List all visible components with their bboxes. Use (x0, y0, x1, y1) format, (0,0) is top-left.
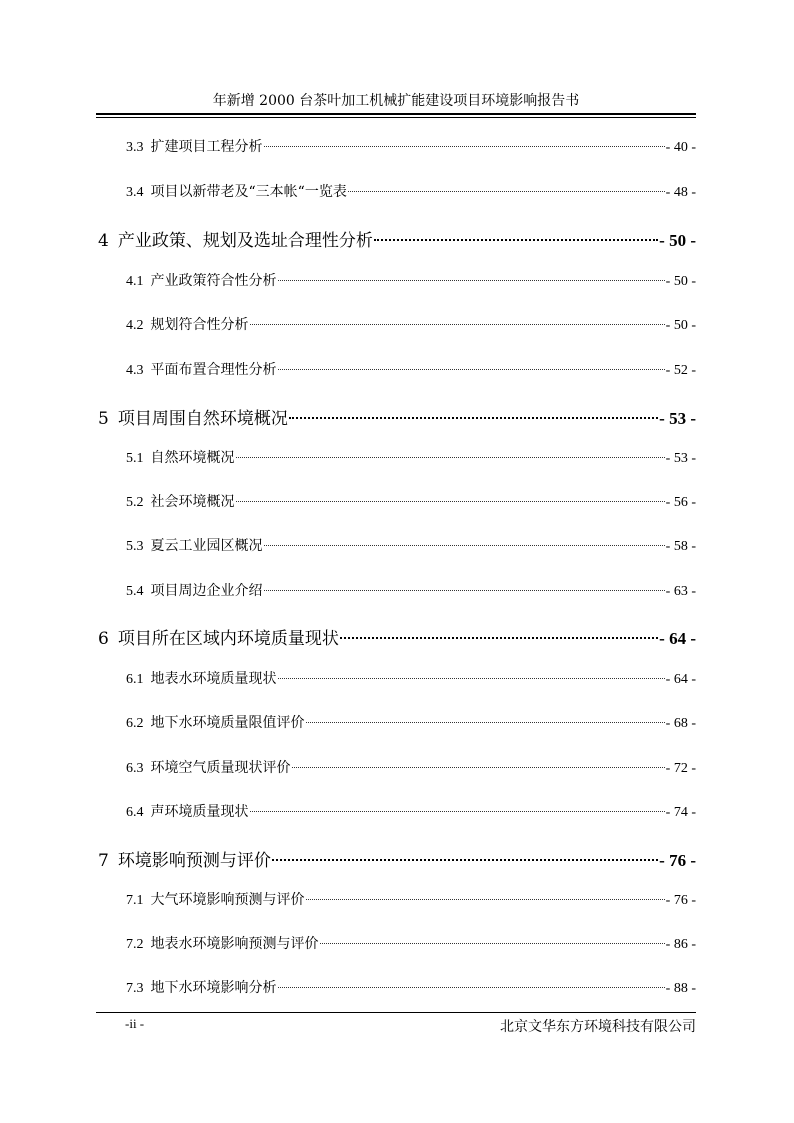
toc-dot-leader (236, 457, 665, 458)
toc-entry-title: 声环境质量现状 (150, 804, 249, 820)
toc-dot-leader (348, 191, 665, 192)
toc-entry-title: 地表水环境质量现状 (150, 671, 277, 687)
toc-entry-number: 3.4 (126, 185, 144, 200)
toc-entry-title: 产业政策符合性分析 (150, 273, 277, 289)
toc-entry-number: 6.1 (126, 672, 144, 687)
toc-section-entry[interactable] (96, 447, 696, 467)
toc-section-entry[interactable] (96, 712, 696, 732)
toc-section-entry[interactable] (96, 270, 696, 290)
toc-entry-number: 4 (98, 231, 109, 251)
toc-entry-page: - 40 - (665, 140, 696, 155)
toc-entry-page: - 64 - (665, 672, 696, 687)
toc-section-entry[interactable] (96, 801, 696, 821)
toc-entry-number: 5 (98, 409, 109, 429)
toc-section-entry[interactable] (96, 181, 696, 201)
toc-entry-page: - 72 - (665, 761, 696, 776)
toc-dot-leader (278, 987, 665, 988)
toc-entry-page: - 64 - (659, 629, 696, 648)
toc-entry-number: 7.3 (126, 981, 144, 996)
toc-section-entry[interactable] (96, 359, 696, 379)
toc-entry-page: - 86 - (665, 937, 696, 952)
toc-entry-page: - 50 - (659, 231, 696, 250)
toc-entry-number: 5.1 (126, 451, 144, 466)
toc-dot-leader (320, 943, 665, 944)
toc-entry-number: 6.2 (126, 716, 144, 731)
toc-entry-title: 自然环境概况 (150, 450, 235, 466)
toc-dot-leader (306, 899, 665, 900)
toc-entry-number: 5.4 (126, 584, 144, 599)
toc-entry-number: 6 (98, 629, 109, 649)
toc-entry-page: - 88 - (665, 981, 696, 996)
toc-entry-number: 4.2 (126, 318, 144, 333)
toc-dot-leader (374, 239, 658, 241)
toc-entry-title: 扩建项目工程分析 (150, 139, 263, 155)
toc-entry-page: - 50 - (665, 318, 696, 333)
toc-entry-title: 环境影响预测与评价 (117, 851, 271, 871)
footer-company: 北京文华东方环境科技有限公司 (500, 1019, 696, 1035)
header-divider (96, 113, 696, 115)
toc-section-entry[interactable] (96, 314, 696, 334)
toc-entry-number: 7 (98, 851, 109, 871)
toc-section-entry[interactable] (96, 757, 696, 777)
toc-chapter-entry[interactable] (96, 404, 696, 429)
toc-dot-leader (272, 859, 658, 861)
header-divider-thin (96, 117, 696, 118)
toc-entry-page: - 74 - (665, 805, 696, 820)
toc-entry-title: 地下水环境质量限值评价 (150, 715, 305, 731)
toc-entry-page: - 56 - (665, 495, 696, 510)
footer-divider (96, 1012, 696, 1013)
toc-entry-page: - 53 - (665, 451, 696, 466)
toc-dot-leader (264, 146, 665, 147)
toc-entry-title: 项目所在区域内环境质量现状 (117, 629, 339, 649)
toc-entry-title: 地下水环境影响分析 (150, 980, 277, 996)
toc-entry-title: 夏云工业园区概况 (150, 538, 263, 554)
toc-entry-title: 平面布置合理性分析 (150, 362, 277, 378)
toc-chapter-entry[interactable] (96, 226, 696, 251)
toc-entry-number: 7.2 (126, 937, 144, 952)
toc-entry-number: 6.3 (126, 761, 144, 776)
toc-entry-page: - 58 - (665, 539, 696, 554)
toc-entry-page: - 76 - (659, 851, 696, 870)
toc-entry-number: 6.4 (126, 805, 144, 820)
toc-dot-leader (250, 324, 665, 325)
toc-section-entry[interactable] (96, 580, 696, 600)
toc-entry-title: 项目周围自然环境概况 (117, 409, 288, 429)
toc-section-entry[interactable] (96, 889, 696, 909)
toc-entry-page: - 48 - (665, 185, 696, 200)
toc-entry-title: 社会环境概况 (150, 494, 235, 510)
toc-section-entry[interactable] (96, 491, 696, 511)
toc-entry-page: - 76 - (665, 893, 696, 908)
toc-entry-page: - 50 - (665, 274, 696, 289)
toc-entry-page: - 53 - (659, 409, 696, 428)
toc-chapter-entry[interactable] (96, 624, 696, 649)
toc-entry-title: 项目周边企业介绍 (150, 583, 263, 599)
toc-dot-leader (289, 417, 658, 419)
toc-dot-leader (278, 678, 665, 679)
toc-entry-title: 地表水环境影响预测与评价 (150, 936, 319, 952)
toc-dot-leader (292, 767, 665, 768)
toc-section-entry[interactable] (96, 977, 696, 997)
toc-dot-leader (340, 637, 658, 639)
toc-entry-page: - 52 - (665, 363, 696, 378)
toc-dot-leader (264, 545, 665, 546)
toc-entry-title: 规划符合性分析 (150, 317, 249, 333)
toc-dot-leader (236, 501, 665, 502)
toc-dot-leader (278, 280, 665, 281)
toc-entry-title: 项目以新带老及“三本帐“一览表 (150, 184, 347, 200)
toc-entry-number: 3.3 (126, 140, 144, 155)
footer-page-number: -ii - (125, 1016, 145, 1031)
toc-section-entry[interactable] (96, 535, 696, 555)
toc-section-entry[interactable] (96, 933, 696, 953)
toc-dot-leader (264, 590, 665, 591)
toc-entry-title: 大气环境影响预测与评价 (150, 892, 305, 908)
toc-dot-leader (278, 369, 665, 370)
toc-entry-page: - 63 - (665, 584, 696, 599)
toc-section-entry[interactable] (96, 136, 696, 156)
toc-section-entry[interactable] (96, 668, 696, 688)
toc-entry-number: 7.1 (126, 893, 144, 908)
toc-entry-title: 环境空气质量现状评价 (150, 760, 291, 776)
toc-entry-number: 4.1 (126, 274, 144, 289)
toc-dot-leader (306, 722, 665, 723)
toc-entry-number: 5.2 (126, 495, 144, 510)
toc-chapter-entry[interactable] (96, 846, 696, 871)
toc-entry-number: 5.3 (126, 539, 144, 554)
toc-entry-title: 产业政策、规划及选址合理性分析 (117, 231, 373, 251)
header-title: 年新增 2000 台茶叶加工机械扩能建设项目环境影响报告书 (212, 93, 580, 109)
toc-dot-leader (250, 811, 665, 812)
toc-entry-number: 4.3 (126, 363, 144, 378)
toc-entry-page: - 68 - (665, 716, 696, 731)
